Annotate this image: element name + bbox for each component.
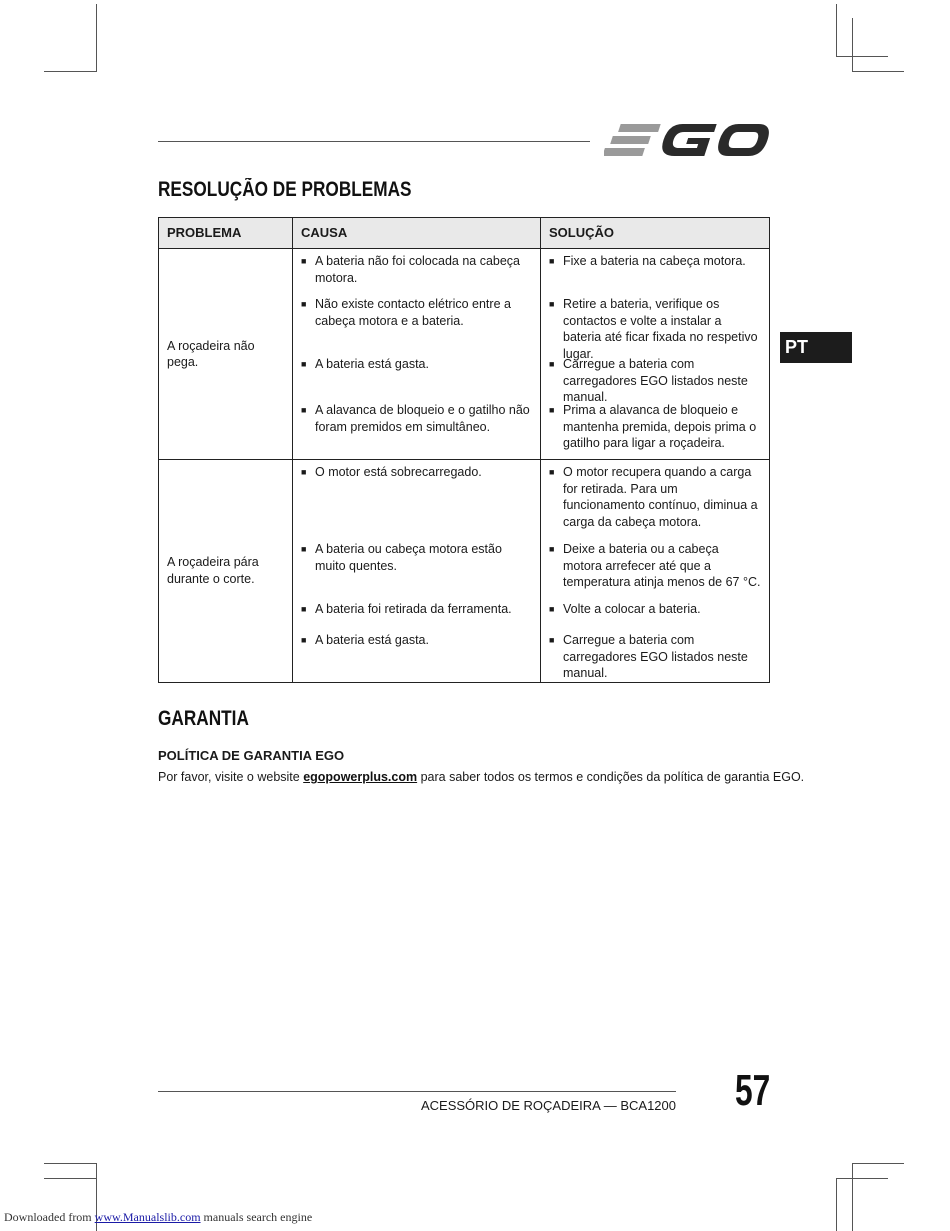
- footer-product: ACESSÓRIO DE ROÇADEIRA — BCA1200: [420, 1098, 676, 1113]
- bullet-icon: ■: [549, 467, 555, 477]
- column-header-problem: PROBLEMA: [159, 218, 293, 249]
- cause-item: ■ A bateria ou cabeça motora estão muito quentes.: [301, 541, 532, 601]
- bullet-icon: ■: [301, 604, 307, 614]
- solution-cell: [541, 460, 770, 683]
- warranty-text: Por favor, visite o website egopowerplus.com para saber todos os termos e condições da política de garantia EGO.: [158, 770, 805, 784]
- bullet-icon: ■: [549, 359, 555, 369]
- ego-logo: [604, 120, 770, 160]
- cause-item: ■ Não existe contacto elétrico entre a cabeça motora e a bateria.: [301, 296, 532, 356]
- bullet-icon: ■: [549, 604, 555, 614]
- cause-item: ■ A alavanca de bloqueio e o gatilho não foram premidos em simultâneo.: [301, 403, 530, 434]
- crop-mark: [836, 1178, 837, 1231]
- header-rule: [158, 141, 590, 142]
- bullet-icon: ■: [549, 544, 555, 554]
- crop-mark: [836, 1178, 888, 1179]
- solution-item: ■ O motor recupera quando a carga for retirada. Para um funcionamento contínuo, diminua a carga da cabeça motora.: [549, 464, 761, 541]
- solution-item: ■ Volte a colocar a bateria.: [549, 601, 761, 632]
- solution-cell: [541, 249, 770, 460]
- bullet-icon: ■: [549, 256, 555, 266]
- troubleshooting-table: [158, 217, 770, 683]
- table-row: [159, 249, 770, 460]
- language-tab: PT: [780, 332, 852, 363]
- solution-item: ■ Retire a bateria, verifique os contactos e volte a instalar a bateria até ficar fixada no respetivo lugar.: [549, 297, 758, 361]
- cause-item: ■ O motor está sobrecarregado.: [301, 464, 532, 541]
- cause-cell: [293, 460, 541, 683]
- table-row: [159, 460, 770, 683]
- crop-mark: [44, 1178, 96, 1179]
- crop-mark: [852, 18, 853, 72]
- download-note: Downloaded from www.Manualslib.com manuals search engine: [4, 1210, 313, 1224]
- crop-mark: [836, 56, 888, 57]
- crop-mark: [44, 1163, 96, 1164]
- bullet-icon: ■: [549, 405, 555, 415]
- cause-item: ■ A bateria está gasta.: [301, 356, 532, 402]
- bullet-icon: ■: [301, 635, 307, 645]
- cause-item: ■ A bateria foi retirada da ferramenta.: [301, 601, 532, 632]
- bullet-icon: ■: [549, 299, 555, 309]
- bullet-icon: ■: [301, 544, 307, 554]
- solution-item: ■ Fixe a bateria na cabeça motora.: [549, 253, 761, 296]
- solution-item: ■ Deixe a bateria ou a cabeça motora arrefecer até que a temperatura atinja menos de 67 °C.: [549, 541, 761, 601]
- bullet-icon: ■: [301, 299, 307, 309]
- crop-mark: [852, 1163, 853, 1231]
- problem-cell: A roçadeira pára durante o corte.: [159, 460, 293, 683]
- column-header-cause: CAUSA: [293, 218, 541, 249]
- cause-cell: [293, 249, 541, 460]
- solution-item: ■ Carregue a bateria com carregadores EGO listados neste manual.: [549, 633, 748, 680]
- crop-mark: [96, 4, 97, 72]
- section-title-troubleshooting: RESOLUÇÃO DE PROBLEMAS: [158, 178, 412, 201]
- section-title-warranty: GARANTIA: [158, 707, 249, 730]
- page-number: 57: [735, 1066, 771, 1115]
- column-header-solution: SOLUÇÃO: [541, 218, 770, 249]
- crop-mark: [836, 4, 837, 56]
- footer-rule: [158, 1091, 676, 1092]
- solution-item: ■ Prima a alavanca de bloqueio e mantenha premida, depois prima o gatilho para ligar a roçadeira.: [549, 403, 757, 450]
- cause-item: ■ A bateria não foi colocada na cabeça motora.: [301, 253, 532, 296]
- crop-mark: [852, 1163, 904, 1164]
- solution-item: ■ Carregue a bateria com carregadores EGO listados neste manual.: [549, 357, 748, 404]
- bullet-icon: ■: [301, 256, 307, 266]
- cause-item: ■ A bateria está gasta.: [301, 633, 429, 647]
- crop-mark: [44, 71, 96, 72]
- warranty-link[interactable]: egopowerplus.com: [303, 770, 418, 784]
- bullet-icon: ■: [301, 405, 307, 415]
- bullet-icon: ■: [301, 359, 307, 369]
- warranty-subtitle: POLÍTICA DE GARANTIA EGO: [158, 748, 345, 763]
- crop-mark: [852, 71, 904, 72]
- bullet-icon: ■: [301, 467, 307, 477]
- problem-cell: A roçadeira não pega.: [159, 249, 293, 460]
- manualslib-link[interactable]: www.Manualslib.com: [94, 1210, 201, 1224]
- bullet-icon: ■: [549, 635, 555, 645]
